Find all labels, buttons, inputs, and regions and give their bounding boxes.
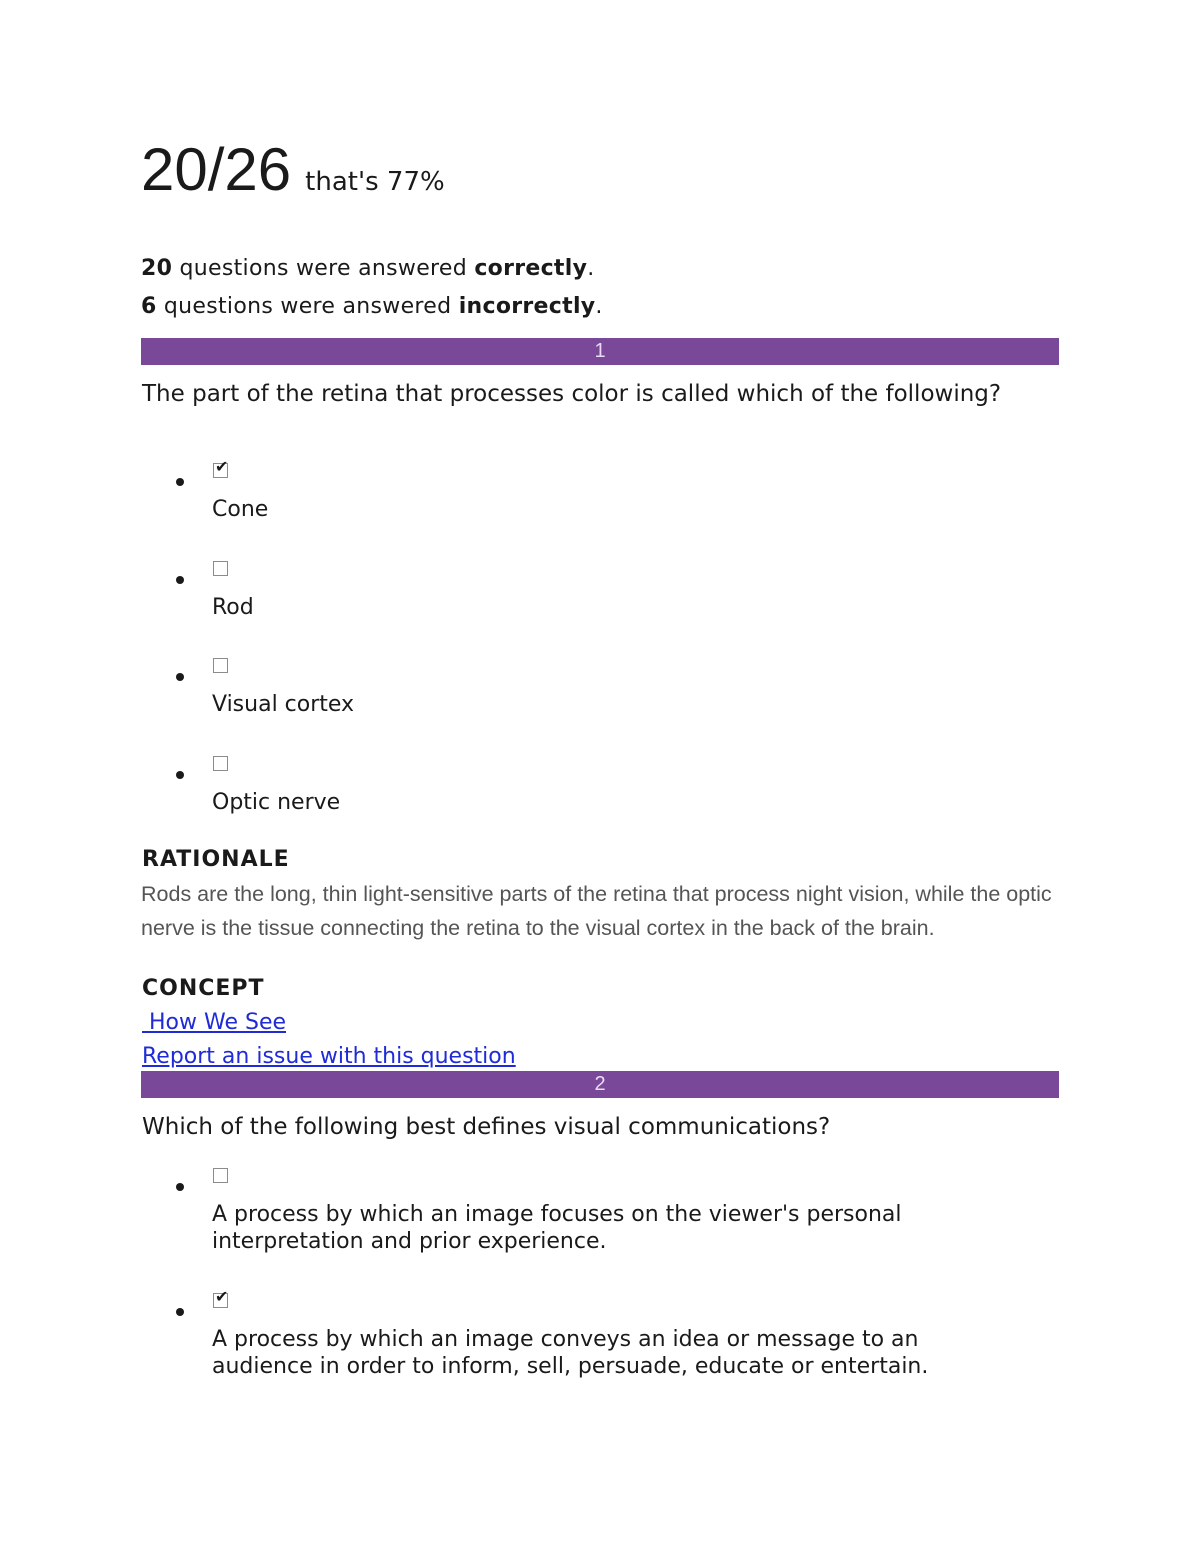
checkbox-unchecked-icon[interactable] (213, 756, 228, 771)
question-text: The part of the retina that processes color is called which of the following? (142, 381, 1002, 407)
bullet-icon (176, 1308, 184, 1316)
answer-label: A process by which an image conveys an idea or message to an audience in order to inform, sell, persuade, educate or entertain. (212, 1327, 929, 1379)
checkbox-unchecked-icon[interactable] (213, 561, 228, 576)
checkbox-checked-icon[interactable] (213, 1287, 229, 1308)
answer-label: Cone (212, 497, 269, 522)
bullet-icon (176, 576, 184, 584)
question-number-bar: 1 (141, 338, 1059, 365)
bullet-icon (176, 1183, 184, 1191)
score-percent: that's 77% (305, 167, 445, 197)
question-number-bar: 2 (141, 1071, 1059, 1098)
incorrect-period: . (595, 294, 603, 319)
bullet-icon (176, 478, 184, 486)
checkbox-unchecked-icon[interactable] (213, 1168, 228, 1183)
correct-summary (141, 256, 595, 281)
rationale-text: Rods are the long, thin light-sensitive parts of the retina that process night vision, while the optic nerve is the tissue connecting the retina to the visual cortex in the back of the brain. (141, 882, 1052, 940)
incorrect-count: 6 (141, 294, 157, 319)
bullet-icon (176, 673, 184, 681)
answer-label: Visual cortex (212, 692, 355, 717)
score-fraction: 20/26 (141, 136, 292, 203)
answer-label: A process by which an image focuses on the viewer's personal interpretation and prior experience. (212, 1202, 902, 1254)
answer-label: Rod (212, 595, 254, 620)
score-header (141, 136, 445, 203)
incorrect-word: incorrectly (458, 294, 596, 319)
concept-link[interactable]: How We See (142, 1010, 287, 1035)
correct-word: correctly (474, 256, 588, 281)
bullet-icon (176, 771, 184, 779)
check-mark-icon: ✔ (215, 457, 229, 476)
question-text: Which of the following best defines visual communications? (142, 1114, 831, 1140)
checkbox-unchecked-icon[interactable] (213, 658, 228, 673)
rationale-heading: RATIONALE (142, 847, 290, 872)
incorrect-summary (141, 294, 603, 319)
correct-count: 20 (141, 256, 173, 281)
incorrect-summary-text: questions were answered (156, 294, 459, 319)
checkbox-checked-icon[interactable] (213, 457, 229, 478)
answer-label: Optic nerve (212, 790, 341, 815)
report-issue-link[interactable]: Report an issue with this question (142, 1044, 516, 1069)
concept-heading: CONCEPT (142, 976, 265, 1001)
correct-period: . (587, 256, 595, 281)
correct-summary-text: questions were answered (172, 256, 475, 281)
check-mark-icon: ✔ (215, 1287, 229, 1306)
